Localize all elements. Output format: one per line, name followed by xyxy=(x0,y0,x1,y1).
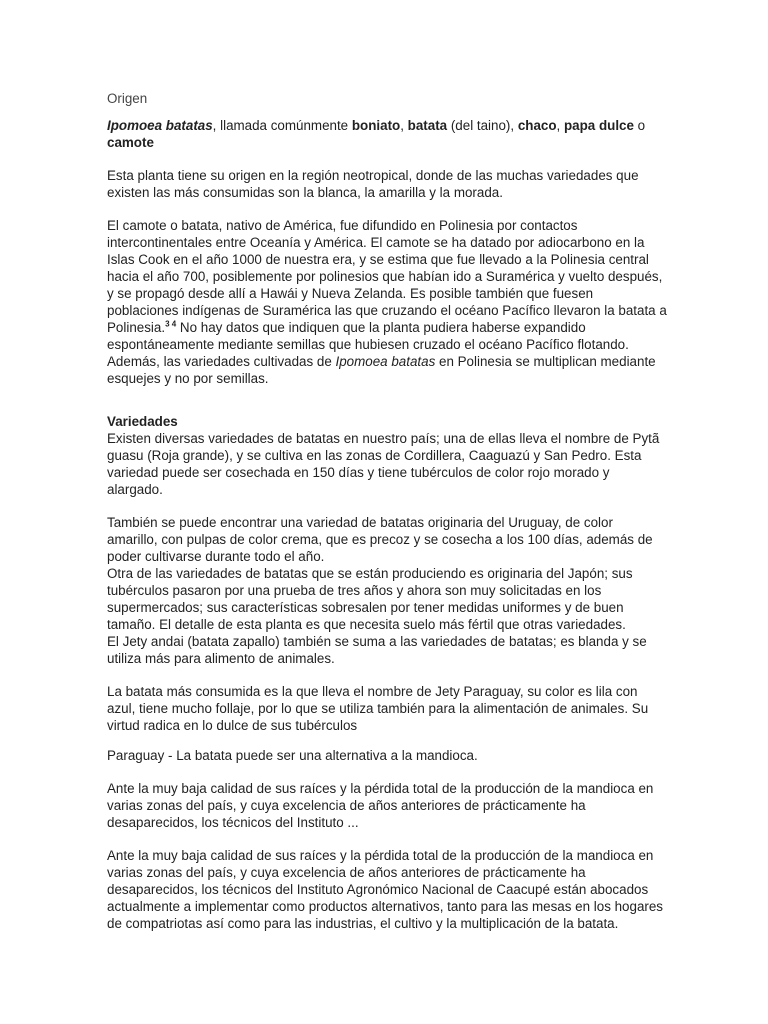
heading-origen: Origen xyxy=(107,91,148,106)
names-comma-1: , xyxy=(400,118,408,133)
paragraph-jety-paraguay: La batata más consumida es la que lleva el nombre de Jety Paraguay, su color es lila con azul, tiene mucho follaje, por lo que se utiliza también para la alimentación de animales. Su virtud radica en lo dulce de sus tubérculos xyxy=(107,684,649,733)
scientific-name: Ipomoea batatas xyxy=(107,118,213,133)
name-papa-dulce: papa dulce xyxy=(564,118,634,133)
paragraph-jety-andai: El Jety andai (batata zapallo) también se suma a las variedades de batatas; es blanda y se utiliza más para alimento de animales. xyxy=(107,634,647,666)
names-text-1: , llamada comúnmente xyxy=(212,118,352,133)
scientific-name-italic: Ipomoea batatas xyxy=(335,354,436,369)
polynesia-text-c: en Polinesia se multiplican mediante esquejes y no por semillas. xyxy=(107,354,656,386)
document-body xyxy=(107,90,667,932)
heading-variedades: Variedades xyxy=(107,414,178,429)
paragraph-uruguay: También se puede encontrar una variedad de batatas originaria del Uruguay, de color amarillo, con pulpas de color crema, que es precoz y se cosecha a los 100 días, además de poder cultivarse durante todo el año. xyxy=(107,515,653,564)
name-boniato: boniato xyxy=(351,118,401,133)
paragraph-polynesia xyxy=(107,217,667,387)
paragraph-origin-region: Esta planta tiene su origen en la región neotropical, donde de las muchas variedades que existen las más consumidas son la blanca, la amarilla y la morada. xyxy=(107,168,639,200)
names-comma-2: , xyxy=(556,118,564,133)
paragraph-japon: Otra de las variedades de batatas que se están produciendo es originaria del Japón; sus tubérculos pasaron por una prueba de tres años y ahora son muy solicitadas en los supermercados; sus características sobresalen por tener medidas uniformes y de buen tamaño. El detalle de esta planta es que necesita suelo más fértil que otras variedades. xyxy=(107,566,633,632)
paragraph-mandioca-full: Ante la muy baja calidad de sus raíces y la pérdida total de la producción de la mandioca en varias zonas del país, y cuya excelencia de años anteriores de prácticamente ha desaparecidos, los técnicos del Instituto Agronómico Nacional de Caacupé están abocados actualmente a implementar como productos alternativos, tanto para las mesas en los hogares de compatriotas así como para las industrias, el cultivo y la multiplicación de la batata. xyxy=(107,848,664,931)
paragraph-names xyxy=(107,117,667,151)
name-batata: batata xyxy=(407,118,448,133)
paragraph-mandioca-summary: Ante la muy baja calidad de sus raíces y la pérdida total de la producción de la mandioca en varias zonas del país, y cuya excelencia de años anteriores de prácticamente ha desaparecidos, los técnicos del Instituto ... xyxy=(107,781,654,830)
name-chaco: chaco xyxy=(517,118,557,133)
names-o: o xyxy=(633,118,646,133)
names-text-2: (del taino), xyxy=(447,118,518,133)
name-camote: camote xyxy=(107,135,154,150)
paragraph-pyta-guasu: Existen diversas variedades de batatas en nuestro país; una de ellas lleva el nombre de Pytã guasu (Roja grande), y se cultiva en las zonas de Cordillera, Caaguazú y San Pedro. Esta variedad puede ser cosechada en 150 días y tiene tubérculos de color rojo morado y alargado. xyxy=(107,431,660,497)
footnote-ref[interactable]: 3 4 xyxy=(165,319,177,329)
polynesia-text-b: No hay datos que indiquen que la planta pudiera haberse expandido espontáneamente mediante semillas que hubiesen cruzado el océano Pacífico flotando. Además, las variedades cultivadas de xyxy=(107,320,629,369)
polynesia-text-a: El camote o batata, nativo de América, fue difundido en Polinesia por contactos intercontinentales entre Oceanía y América. El camote se ha datado por adiocarbono en la Islas Cook en el año 1000 de nuestra era, y se estima que fue llevado a la Polinesia central hacia el año 700, posiblemente por polinesios que habían ido a Suramérica y vuelto después, y se propagó desde allí a Hawái y Nueva Zelanda. Es posible también que fuesen poblaciones indígenas de Suramérica las que cruzando el océano Pacífico llevaron la batata a Polinesia. xyxy=(107,218,667,335)
paragraph-paraguay-title: Paraguay - La batata puede ser una alternativa a la mandioca. xyxy=(107,748,478,763)
